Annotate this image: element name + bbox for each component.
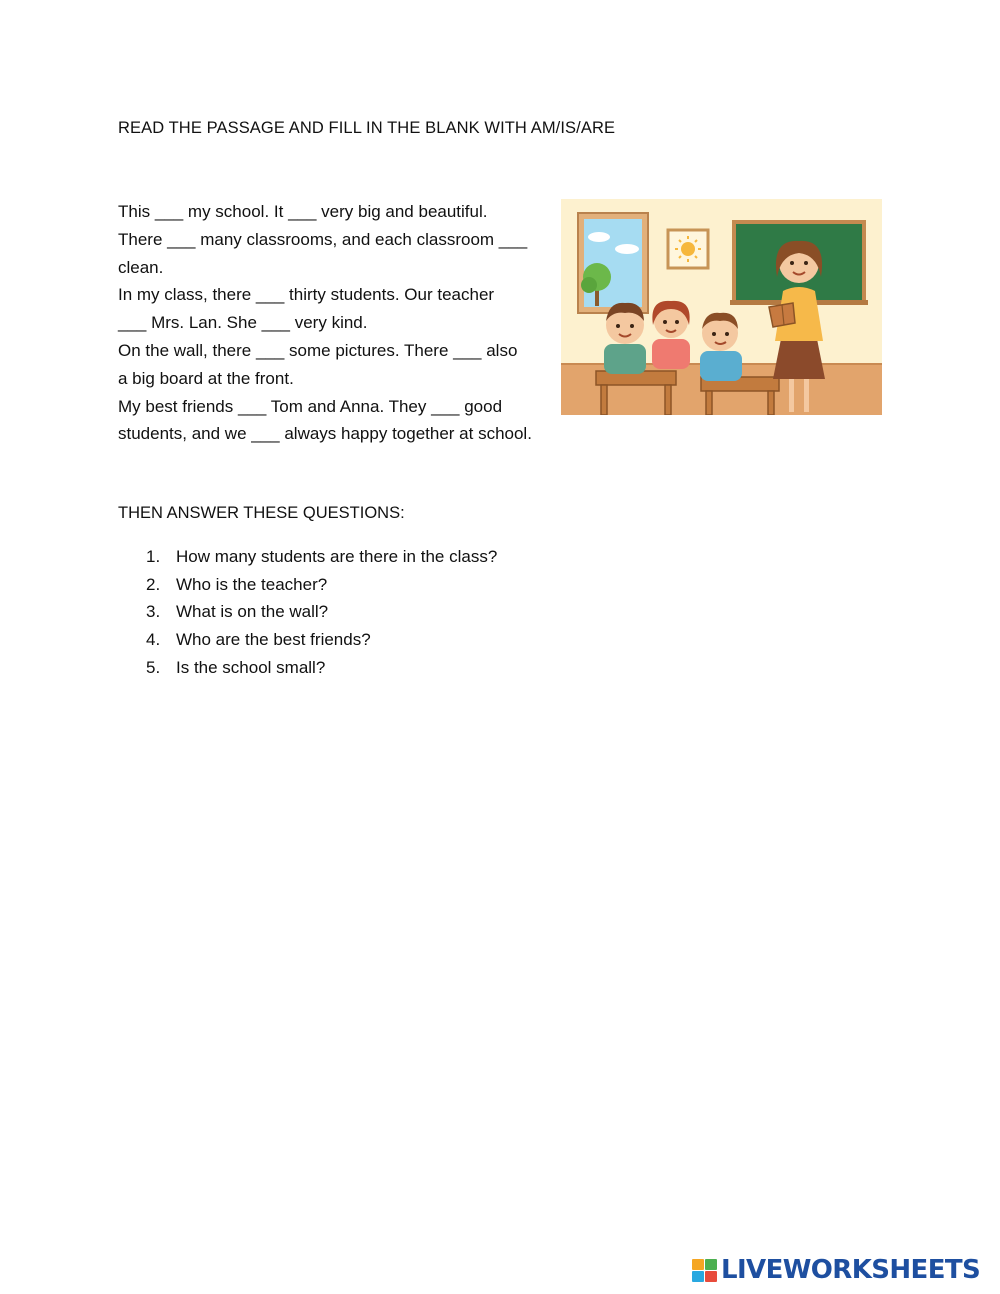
passage-line: In my class, there ___ thirty students. Our teacher xyxy=(118,285,495,305)
question-item xyxy=(118,626,497,654)
questions-title: THEN ANSWER THESE QUESTIONS: xyxy=(118,504,405,522)
passage-line: This ___ my school. It ___ very big and beautiful. xyxy=(118,202,488,221)
question-item xyxy=(118,543,497,571)
passage-line: My best friends ___ Tom and Anna. They ___ good xyxy=(118,396,503,416)
passage-line: a big board at the front. xyxy=(118,368,294,388)
question-number: 2. xyxy=(146,574,161,594)
question-item xyxy=(118,654,497,682)
question-list xyxy=(118,543,497,682)
question-text: Who is the teacher? xyxy=(176,574,328,594)
passage-line: On the wall, there ___ some pictures. There ___ also xyxy=(118,340,518,360)
passage-line: clean. xyxy=(118,257,164,277)
question-item xyxy=(118,598,497,626)
worksheet-title: READ THE PASSAGE AND FILL IN THE BLANK WITH AM/IS/ARE xyxy=(118,119,616,137)
passage-line: ___ Mrs. Lan. She ___ very kind. xyxy=(118,313,368,333)
question-number: 5. xyxy=(146,657,161,677)
question-number: 1. xyxy=(146,547,161,566)
liveworksheets-logo xyxy=(692,1255,980,1285)
sun-picture-icon xyxy=(668,230,708,268)
question-text: How many students are there in the class? xyxy=(176,547,498,566)
passage-line: There ___ many classrooms, and each classroom ___ xyxy=(118,229,528,249)
passage-line: students, and we ___ always happy together at school. xyxy=(118,424,532,444)
question-item xyxy=(118,571,497,599)
logo-mark-icon xyxy=(692,1259,717,1282)
question-text: What is on the wall? xyxy=(176,602,329,622)
window-icon xyxy=(578,213,648,313)
brand-name: LIVEWORKSHEETS xyxy=(721,1255,981,1285)
question-text: Is the school small? xyxy=(176,657,326,677)
question-text: Who are the best friends? xyxy=(176,630,371,650)
passage xyxy=(118,198,558,448)
classroom-illustration xyxy=(561,199,882,415)
question-number: 4. xyxy=(146,630,161,650)
question-number: 3. xyxy=(146,602,161,622)
